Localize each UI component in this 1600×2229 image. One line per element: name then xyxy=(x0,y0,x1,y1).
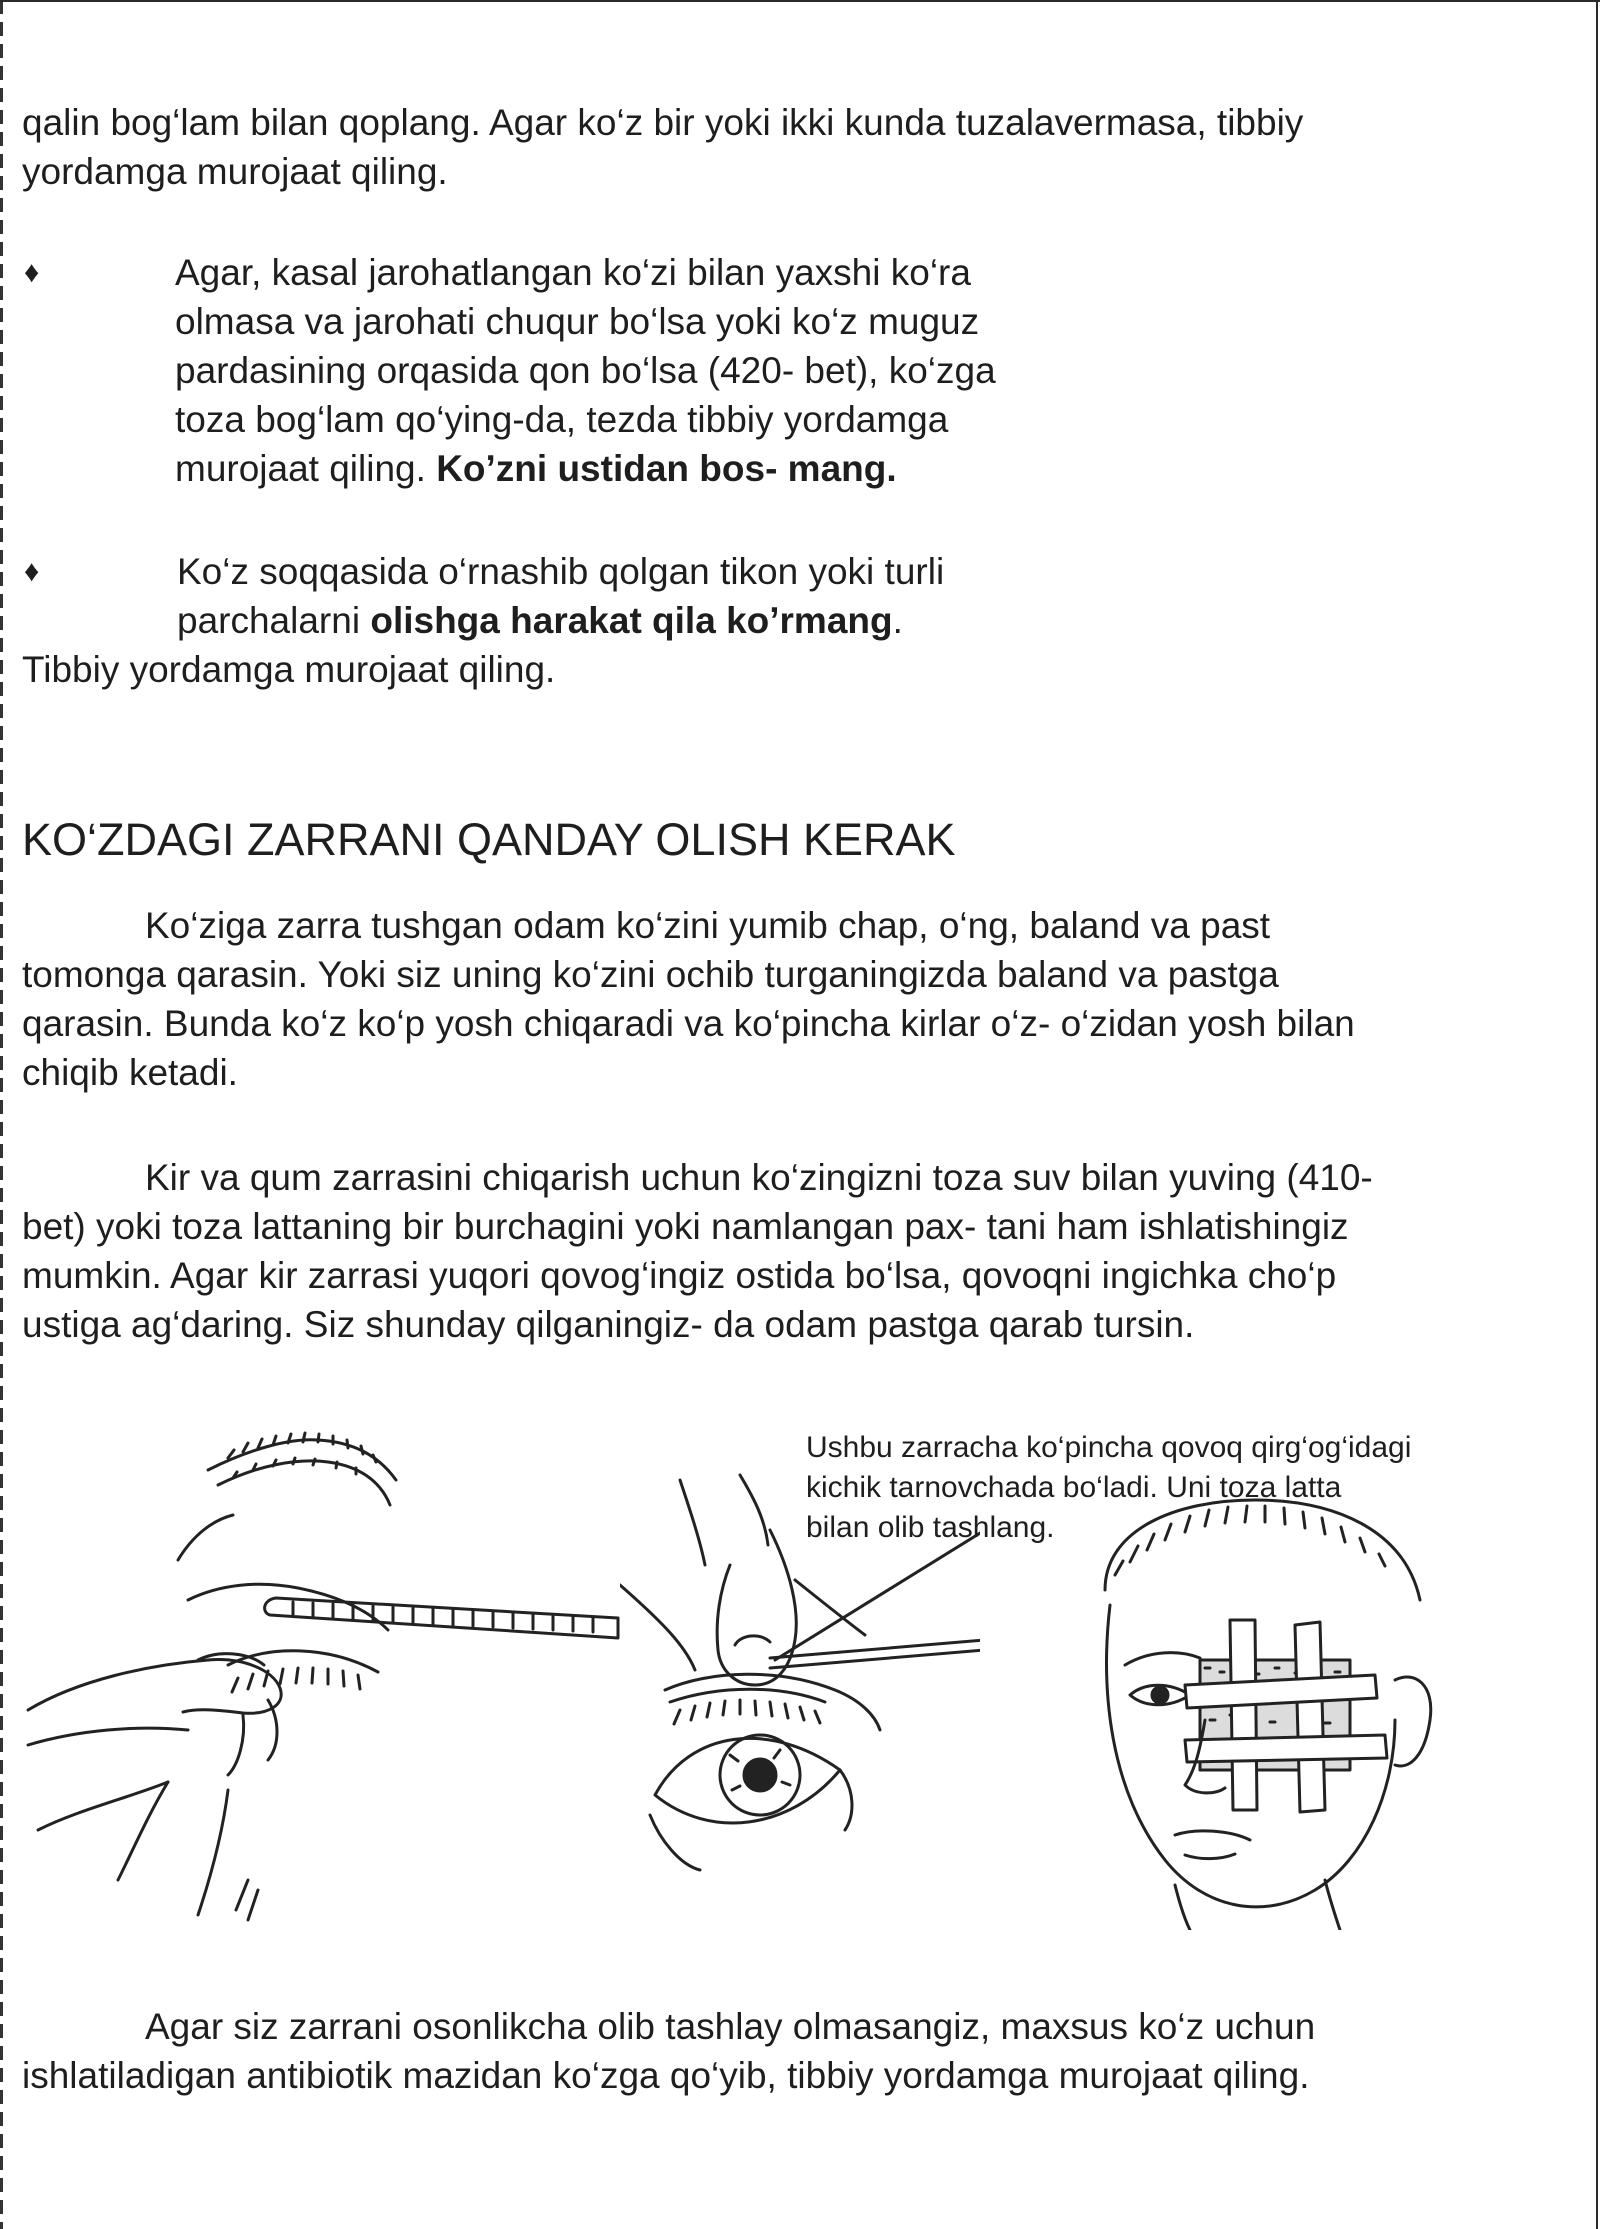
illustration-caption xyxy=(806,1428,1526,1548)
para-1-line-3: qarasin. Bunda ko‘z ko‘p yosh chiqaradi va ko‘pincha kirlar o‘z- o‘zidan yosh bilan xyxy=(22,1003,1355,1044)
caption-line-1: Ushbu zarracha ko‘pincha qovoq qirg‘og‘idagi xyxy=(806,1431,1412,1464)
bullet-1-line-2: olmasa va jarohati chuqur bo‘lsa yoki ko‘z muguz xyxy=(175,301,980,342)
bullet-2-line-2-text: parchalarni xyxy=(177,600,371,641)
bullet-1-line-5-text: murojaat qiling. xyxy=(175,448,437,489)
bullet-1-line-5 xyxy=(175,444,897,493)
bullet-2-line-3: Tibbiy yordamga murojaat qiling. xyxy=(22,649,556,690)
para-2-line-1: Kir va qum zarrasini chiqarish uchun ko‘zingizni toza suv bilan yuving (410- xyxy=(145,1157,1373,1198)
page-top-border xyxy=(0,0,1600,2)
bullet-2-line-2 xyxy=(177,596,903,645)
bandaged-face-illustration xyxy=(1085,1490,1465,1930)
para-2-line-3: mumkin. Agar kir zarrasi yuqori qovog‘ingiz ostida bo‘lsa, qovoqni ingichka cho‘p xyxy=(22,1255,1337,1296)
para-1-line-1: Ko‘ziga zarra tushgan odam ko‘zini yumib chap, o‘ng, baland va past xyxy=(145,905,1271,946)
bullet-2-line-1: Ko‘z soqqasida o‘rnashib qolgan tikon yoki turli xyxy=(177,551,945,592)
bullet-2-period: . xyxy=(892,600,903,641)
section-heading: KO‘ZDAGI ZARRANI QANDAY OLISH KERAK xyxy=(22,814,956,865)
para-1-line-4: chiqib ketadi. xyxy=(22,1052,238,1093)
bullet-2-icon: ♦ xyxy=(24,555,40,588)
bullet-1-warning: Ko’zni ustidan bos- mang. xyxy=(436,448,897,489)
page-left-border xyxy=(0,0,3,2229)
para-1-line-2: tomonga qarasin. Yoki siz uning ko‘zini ochib turganingizda baland va pastga xyxy=(22,954,1279,995)
caption-line-3: bilan olib tashlang. xyxy=(806,1511,1055,1544)
para-2-line-2: bet) yoki toza lattaning bir burchagini yoki namlangan pax- tani ham ishlatishingiz xyxy=(22,1206,1349,1247)
para-3-line-2: ishlatiladigan antibiotik mazidan ko‘zga qo‘yib, tibbiy yordamga murojaat qiling. xyxy=(22,2055,1310,2096)
eyelid-stick-illustration xyxy=(18,1410,628,1960)
bullet-1-line-3: pardasining orqasida qon bo‘lsa (420- bet), ko‘zga xyxy=(175,350,996,391)
intro-line-2: yordamga murojaat qiling. xyxy=(22,151,448,192)
bullet-1-line-1: Agar, kasal jarohatlangan ko‘zi bilan yaxshi ko‘ra xyxy=(175,252,971,293)
caption-line-2: kichik tarnovchada bo‘ladi. Uni toza latta xyxy=(806,1471,1342,1504)
page-right-border xyxy=(1596,0,1598,2229)
intro-line-1: qalin bog‘lam bilan qoplang. Agar ko‘z bir yoki ikki kunda tuzalavermasa, tibbiy xyxy=(22,102,1304,143)
bullet-1-line-4: toza bog‘lam qo‘ying-da, tezda tibbiy yordamga xyxy=(175,399,949,440)
para-2-line-4: ustiga ag‘daring. Siz shunday qilganingiz- da odam pastga qarab tursin. xyxy=(22,1304,1195,1345)
bullet-2-warning: olishga harakat qila ko’rmang xyxy=(370,600,893,641)
para-3-line-1: Agar siz zarrani osonlikcha olib tashlay olmasangiz, maxsus ko‘z uchun xyxy=(145,2006,1316,2047)
bullet-1-icon: ♦ xyxy=(24,256,40,289)
